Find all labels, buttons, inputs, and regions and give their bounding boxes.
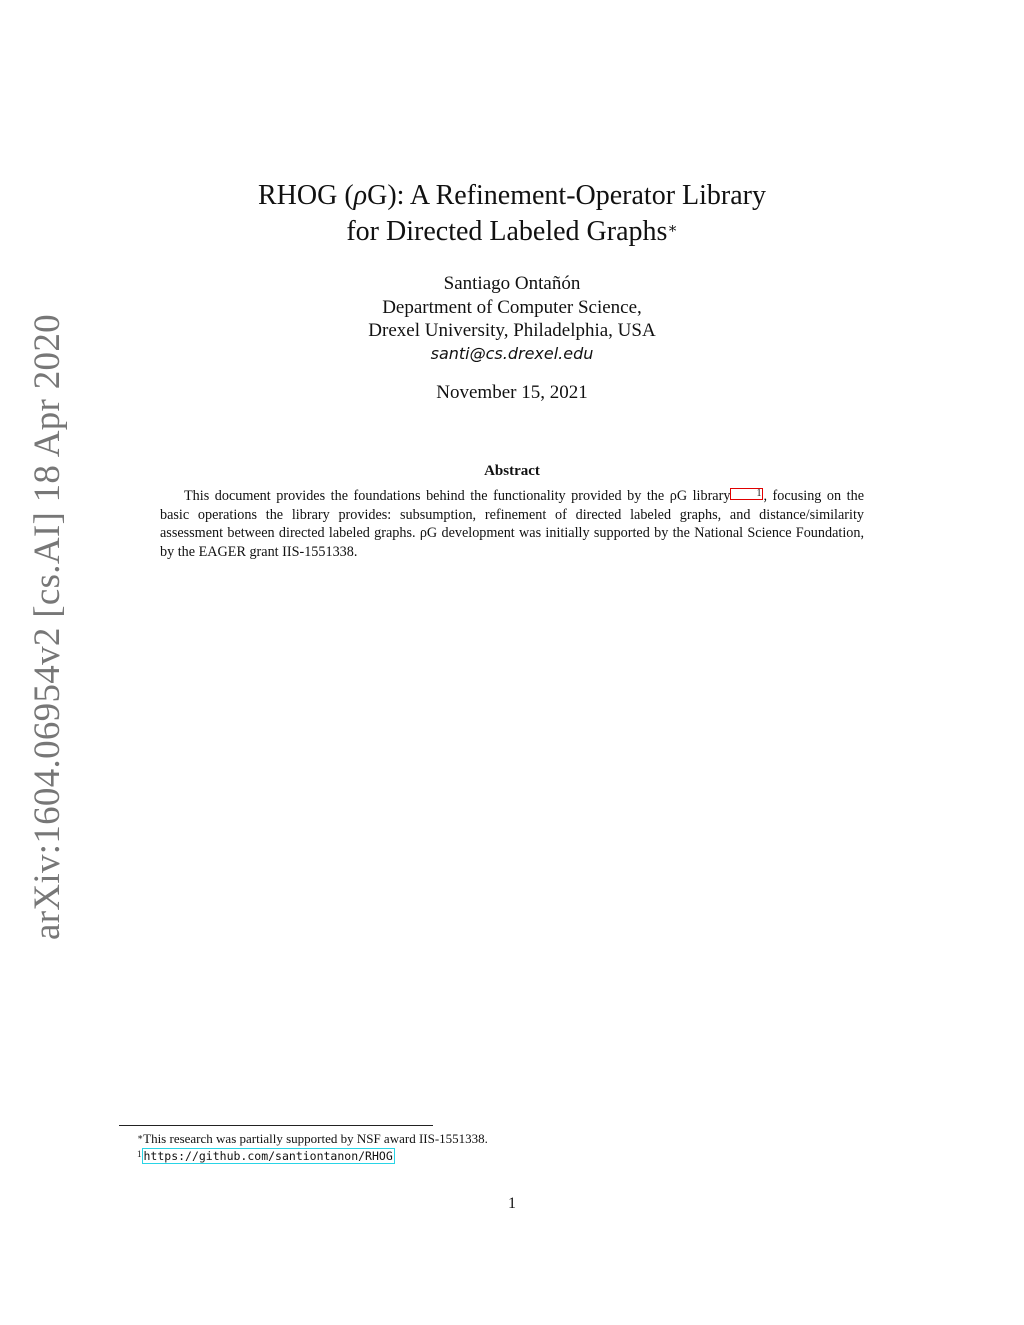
abstract-body [160, 487, 864, 561]
paper-title-line-2 [162, 214, 862, 250]
paper-title-line-1 [162, 178, 862, 214]
footnote-marker-star: ∗ [137, 1132, 144, 1142]
abstract-heading: Abstract [484, 463, 540, 479]
author-name: Santiago Ontañón [443, 273, 581, 294]
author-email[interactable]: santi@cs.drexel.edu [430, 344, 594, 363]
github-url-link[interactable]: https://github.com/santiontanon/RHOG [143, 1149, 393, 1163]
title-line-2-text: for Directed Labeled Graphs [346, 216, 668, 247]
title-footnote-marker[interactable]: ∗ [667, 221, 678, 237]
footnote-url [137, 1147, 395, 1164]
footnote-divider [119, 1125, 433, 1126]
arxiv-identifier-stamp: arXiv:1604.06954v2 [cs.AI] 18 Apr 2020 [27, 314, 68, 940]
footnote-funding [137, 1130, 488, 1147]
abstract-text-part-1: This document provides the foundations behind the functionality provided by the ρG library [184, 488, 731, 504]
footnote-funding-text: This research was partially supported by NSF award IIS-1551338. [143, 1131, 488, 1146]
title-prefix: RHOG ( [258, 180, 354, 211]
author-department: Department of Computer Science, [382, 297, 642, 318]
title-suffix: G): A Refinement-Operator Library [367, 180, 766, 211]
footnote-link-1[interactable]: 1 [730, 488, 763, 500]
page-number: 1 [508, 1195, 516, 1212]
paper-date: November 15, 2021 [436, 382, 588, 403]
author-university: Drexel University, Philadelphia, USA [368, 320, 656, 341]
footnote-marker-1: 1 [137, 1149, 142, 1159]
title-rho-symbol: ρ [353, 180, 368, 211]
abstract-text-part-2: , focusing on the basic operations the library provides: subsumption, refinement of directed labeled graphs, and distance/similarity assessment between directed labeled graphs. ρG development was initially supported by the National Science Foundation, by the EAGER grant IIS-1551338. [160, 488, 864, 560]
